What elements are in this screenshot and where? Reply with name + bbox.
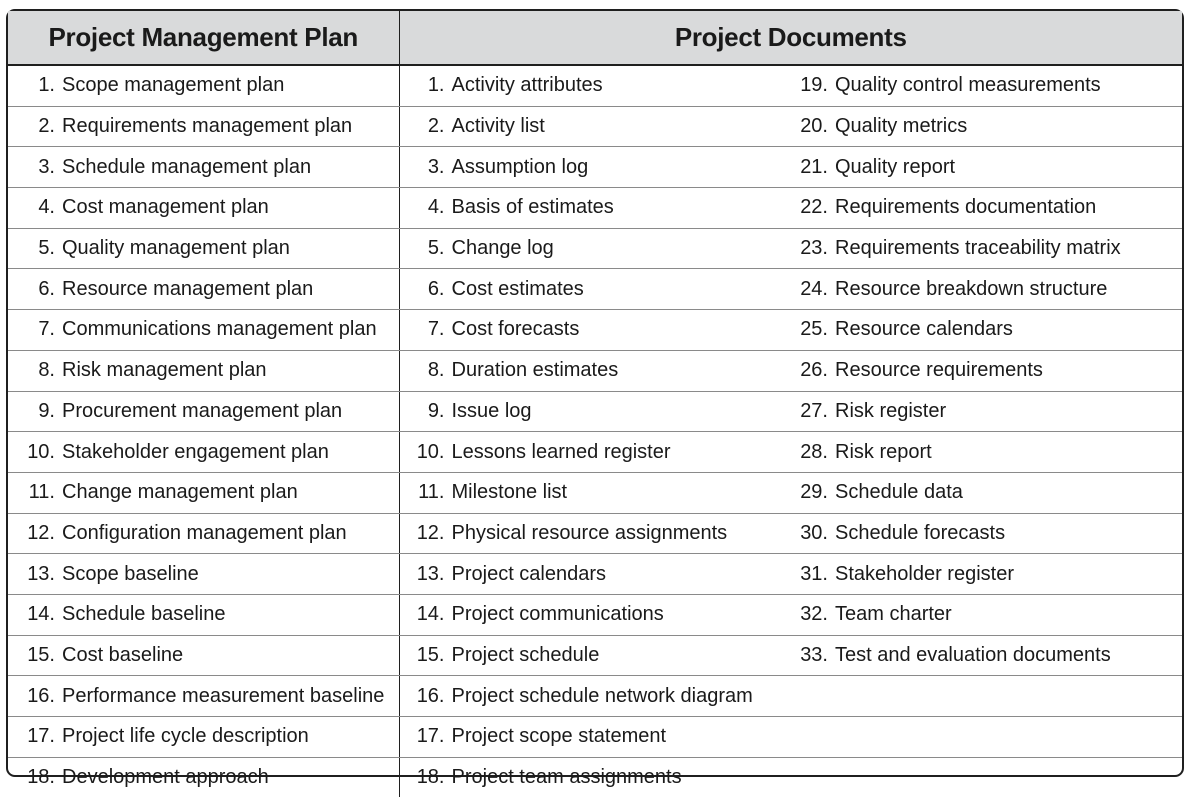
- item-label: Project team assignments: [451, 766, 682, 789]
- item-number: 17.: [416, 725, 445, 748]
- item-label: Requirements traceability matrix: [835, 237, 1121, 260]
- item-label: Cost baseline: [62, 643, 184, 666]
- table-row: [8, 757, 1182, 797]
- item-number: 15.: [416, 643, 445, 666]
- item-label: Resource breakdown structure: [835, 277, 1108, 300]
- item-number: 22.: [800, 196, 828, 219]
- document-item-cell: [790, 147, 1182, 188]
- table-row: [8, 594, 1182, 635]
- table-row: [8, 554, 1182, 595]
- item-label: Cost estimates: [451, 277, 584, 300]
- document-item-cell: [790, 228, 1182, 269]
- item-label: Procurement management plan: [62, 399, 343, 422]
- item-number: 1.: [38, 74, 55, 97]
- item-number: 16.: [27, 684, 55, 707]
- plan-item-cell: [8, 350, 399, 391]
- item-number: 14.: [416, 603, 445, 626]
- item-label: Resource calendars: [835, 318, 1013, 341]
- item-number: 3.: [427, 155, 445, 178]
- document-item-cell: [399, 717, 790, 758]
- item-label: Quality control measurements: [835, 74, 1101, 97]
- table-body: [8, 65, 1182, 797]
- document-item-cell: [399, 635, 790, 676]
- item-label: Duration estimates: [451, 359, 619, 382]
- plan-item-cell: [8, 717, 399, 758]
- item-label: Scope management plan: [62, 74, 285, 97]
- item-number: 11.: [418, 481, 445, 504]
- item-number: 17.: [27, 725, 55, 748]
- document-item-cell: [790, 391, 1182, 432]
- item-number: 24.: [800, 277, 828, 300]
- document-item-cell: [790, 269, 1182, 310]
- document-item-cell: [790, 757, 1182, 797]
- document-item-cell: [399, 350, 790, 391]
- plan-item-cell: [8, 757, 399, 797]
- item-number: 28.: [800, 440, 828, 463]
- item-number: 11.: [28, 481, 55, 504]
- table-row: [8, 432, 1182, 473]
- item-label: Activity attributes: [451, 74, 603, 97]
- item-number: 31.: [800, 562, 828, 585]
- item-label: Quality metrics: [835, 115, 968, 138]
- document-item-cell: [790, 432, 1182, 473]
- item-number: 26.: [800, 359, 828, 382]
- document-item-cell: [399, 269, 790, 310]
- table-row: [8, 310, 1182, 351]
- item-number: 25.: [800, 318, 828, 341]
- item-number: 4.: [427, 196, 445, 219]
- document-item-cell: [790, 594, 1182, 635]
- item-number: 6.: [427, 277, 445, 300]
- item-label: Schedule data: [835, 481, 963, 504]
- plan-documents-table-frame: [6, 9, 1184, 789]
- item-number: 12.: [27, 521, 55, 544]
- document-item-cell: [399, 228, 790, 269]
- item-label: Issue log: [451, 399, 532, 422]
- plan-item-cell: [8, 147, 399, 188]
- item-label: Basis of estimates: [451, 196, 614, 219]
- item-number: 7.: [38, 318, 55, 341]
- item-label: Change management plan: [62, 481, 298, 504]
- item-number: 20.: [800, 115, 828, 138]
- document-item-cell: [790, 472, 1182, 513]
- item-label: Cost forecasts: [451, 318, 580, 341]
- document-item-cell: [790, 635, 1182, 676]
- table-row: [8, 65, 1182, 106]
- item-label: Team charter: [835, 603, 952, 626]
- table-row: [8, 472, 1182, 513]
- item-label: Project schedule: [451, 643, 600, 666]
- item-number: 29.: [800, 481, 828, 504]
- item-number: 2.: [427, 115, 445, 138]
- plan-item-cell: [8, 269, 399, 310]
- item-number: 10.: [416, 440, 445, 463]
- table-row: [8, 269, 1182, 310]
- table-row: [8, 717, 1182, 758]
- item-label: Project communications: [451, 603, 664, 626]
- document-item-cell: [399, 188, 790, 229]
- item-label: Activity list: [451, 115, 545, 138]
- table-row: [8, 635, 1182, 676]
- table-row: [8, 513, 1182, 554]
- item-number: 16.: [416, 684, 445, 707]
- document-item-cell: [399, 757, 790, 797]
- item-number: 5.: [38, 237, 55, 260]
- item-number: 4.: [38, 196, 55, 219]
- table-row: [8, 106, 1182, 147]
- item-label: Stakeholder engagement plan: [62, 440, 329, 463]
- item-label: Resource requirements: [835, 359, 1043, 382]
- item-label: Performance measurement baseline: [62, 684, 385, 707]
- document-item-cell: [399, 147, 790, 188]
- document-item-cell: [790, 65, 1182, 106]
- item-label: Milestone list: [451, 481, 568, 504]
- plan-item-cell: [8, 513, 399, 554]
- document-item-cell: [790, 310, 1182, 351]
- plan-item-cell: [8, 554, 399, 595]
- item-label: Project scope statement: [451, 725, 667, 748]
- item-label: Resource management plan: [62, 277, 314, 300]
- document-item-cell: [790, 513, 1182, 554]
- table-header-row: [8, 11, 1182, 65]
- header-project-documents: Project Documents: [399, 11, 1182, 65]
- document-item-cell: [399, 391, 790, 432]
- item-label: Schedule management plan: [62, 155, 312, 178]
- item-number: 8.: [427, 359, 445, 382]
- item-number: 8.: [38, 359, 55, 382]
- document-item-cell: [399, 472, 790, 513]
- item-number: 13.: [416, 562, 445, 585]
- plan-item-cell: [8, 676, 399, 717]
- item-label: Project life cycle description: [62, 725, 309, 748]
- item-number: 19.: [800, 74, 828, 97]
- item-label: Schedule baseline: [62, 603, 226, 626]
- item-label: Risk management plan: [62, 359, 267, 382]
- item-label: Lessons learned register: [451, 440, 671, 463]
- plan-item-cell: [8, 106, 399, 147]
- plan-item-cell: [8, 310, 399, 351]
- item-label: Project schedule network diagram: [451, 684, 753, 707]
- table-row: [8, 350, 1182, 391]
- plan-documents-table: [8, 11, 1182, 797]
- item-label: Requirements documentation: [835, 196, 1097, 219]
- item-number: 9.: [427, 399, 445, 422]
- item-number: 1.: [427, 74, 445, 97]
- plan-item-cell: [8, 432, 399, 473]
- item-label: Cost management plan: [62, 196, 269, 219]
- document-item-cell: [399, 676, 790, 717]
- item-label: Physical resource assignments: [451, 521, 728, 544]
- item-label: Development approach: [62, 766, 269, 789]
- item-number: 18.: [416, 766, 445, 789]
- item-number: 21.: [800, 155, 828, 178]
- item-number: 32.: [800, 603, 828, 626]
- document-item-cell: [399, 65, 790, 106]
- item-number: 12.: [416, 521, 445, 544]
- table-row: [8, 228, 1182, 269]
- table-row: [8, 676, 1182, 717]
- document-item-cell: [399, 310, 790, 351]
- item-number: 23.: [800, 237, 828, 260]
- item-number: 9.: [38, 399, 55, 422]
- item-number: 13.: [27, 562, 55, 585]
- item-label: Configuration management plan: [62, 521, 347, 544]
- document-item-cell: [790, 554, 1182, 595]
- item-number: 6.: [38, 277, 55, 300]
- item-number: 2.: [38, 115, 55, 138]
- document-item-cell: [399, 432, 790, 473]
- item-label: Quality report: [835, 155, 956, 178]
- document-item-cell: [399, 106, 790, 147]
- item-number: 5.: [427, 237, 445, 260]
- document-item-cell: [790, 350, 1182, 391]
- document-item-cell: [399, 594, 790, 635]
- document-item-cell: [790, 188, 1182, 229]
- plan-item-cell: [8, 391, 399, 432]
- item-number: 3.: [38, 155, 55, 178]
- document-item-cell: [790, 676, 1182, 717]
- plan-item-cell: [8, 635, 399, 676]
- item-number: 10.: [27, 440, 55, 463]
- item-label: Scope baseline: [62, 562, 199, 585]
- table-row: [8, 147, 1182, 188]
- item-label: Assumption log: [451, 155, 589, 178]
- item-label: Stakeholder register: [835, 562, 1014, 585]
- item-label: Schedule forecasts: [835, 521, 1006, 544]
- item-label: Requirements management plan: [62, 115, 353, 138]
- table-row: [8, 188, 1182, 229]
- document-item-cell: [790, 717, 1182, 758]
- item-label: Risk report: [835, 440, 932, 463]
- item-label: Quality management plan: [62, 237, 290, 260]
- item-label: Risk register: [835, 399, 947, 422]
- item-label: Project calendars: [451, 562, 607, 585]
- table-row: [8, 391, 1182, 432]
- item-number: 33.: [800, 643, 828, 666]
- plan-item-cell: [8, 188, 399, 229]
- document-item-cell: [399, 513, 790, 554]
- plan-item-cell: [8, 228, 399, 269]
- item-number: 15.: [27, 643, 55, 666]
- item-label: Communications management plan: [62, 318, 377, 341]
- item-number: 30.: [800, 521, 828, 544]
- item-number: 14.: [27, 603, 55, 626]
- document-item-cell: [790, 106, 1182, 147]
- item-number: 18.: [27, 766, 55, 789]
- plan-item-cell: [8, 472, 399, 513]
- item-label: Test and evaluation documents: [835, 643, 1111, 666]
- document-item-cell: [399, 554, 790, 595]
- header-project-management-plan: Project Management Plan: [8, 11, 399, 65]
- plan-item-cell: [8, 65, 399, 106]
- plan-item-cell: [8, 594, 399, 635]
- item-label: Change log: [451, 237, 554, 260]
- item-number: 27.: [800, 399, 828, 422]
- item-number: 7.: [427, 318, 445, 341]
